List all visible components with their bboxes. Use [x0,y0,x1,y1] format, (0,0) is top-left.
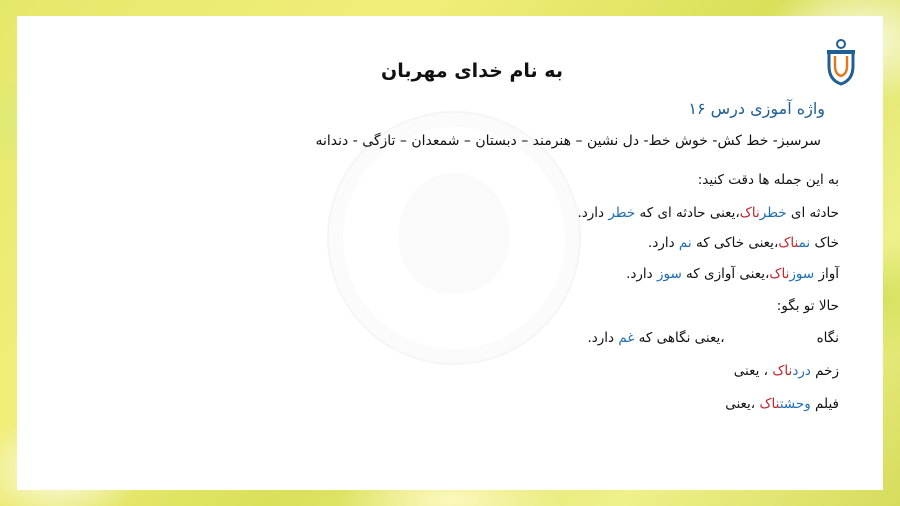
example-line-2: خاک نمناک،یعنی خاکی که نم دارد. [648,235,839,251]
exercise-line-2: زخم دردناک ، یعنی [733,363,839,379]
page-title: به نام خدای مهربان [381,60,563,82]
prompt-line: حالا تو بگو: [776,298,839,314]
lesson-title: واژه آموزی درس ۱۶ [688,99,825,118]
example-line-3: آواز سوزناک،یعنی آوازی که سوز دارد. [626,266,839,282]
exercise-line-1: نگاه،یعنی نگاهی که غم دارد. [587,330,839,346]
example-line-1: حادثه ای خطرناک،یعنی حادثه ای که خطر دارد. [577,205,839,221]
institution-logo-icon [825,38,857,94]
slide [17,16,883,490]
instruction-line: به این جمله ها دقت کنید: [697,172,839,188]
watermark-emblem [327,111,581,365]
vocabulary-line: سرسبز- خط کش- خوش خط- دل نشین – هنرمند – دبستان – شمعدان – تازگی - دندانه [315,133,821,149]
exercise-line-3: فیلم وحشتناک ،یعنی [725,396,839,412]
